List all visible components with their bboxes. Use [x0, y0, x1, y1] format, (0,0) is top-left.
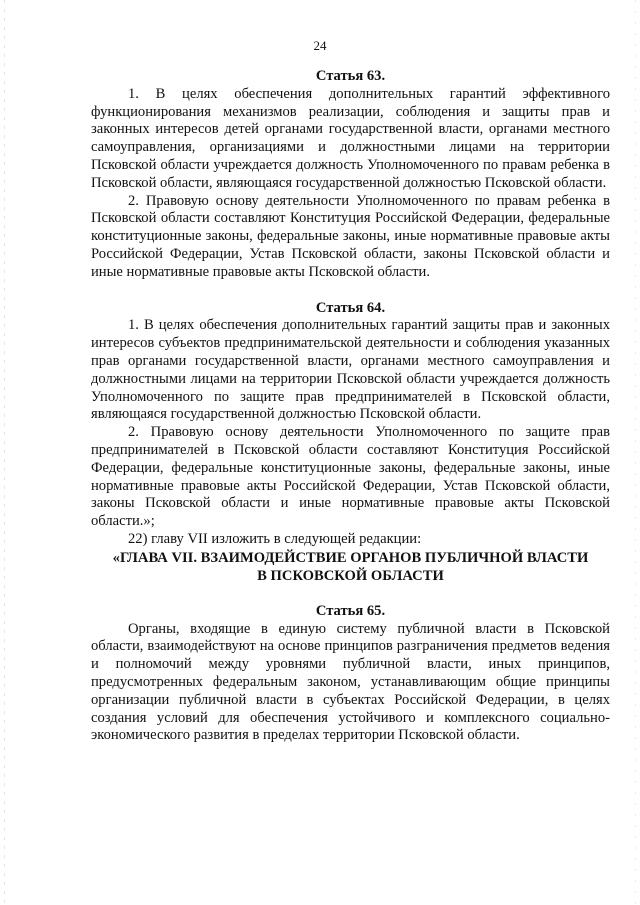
amendment-22: 22) главу VII изложить в следующей редакции: — [128, 530, 422, 547]
article-63-paragraph-2: 2. Правовую основу деятельности Уполномоченного по правам ребенка в Псковской области составляют Конституция Российской Федерации, федеральные конституционные законы, федеральные законы, иные нормативные правовые акты Российской Федерации, Устав Псковской области, законы Псковской области и иные нормативные правовые акты Псковской области. — [91, 192, 610, 280]
section-spacer — [91, 282, 610, 300]
chapter-title-line-2: В ПСКОВСКОЙ ОБЛАСТИ — [257, 567, 444, 584]
article-64-paragraph-1: 1. В целях обеспечения дополнительных гарантий защиты прав и законных интересов субъектов предпринимательской деятельности и соблюдения указанных прав органами государственной власти, органами местного самоуправления и должностными лицами на территории Псковской области учреждается должность Уполномоченного по защите прав предпринимателей в Псковской области, являющаяся государственной должностью Псковской области. — [91, 317, 610, 423]
article-65 — [91, 603, 610, 745]
document-body — [91, 68, 610, 745]
article-64-title: Статья 64. — [315, 299, 386, 316]
article-63-paragraph-1: 1. В целях обеспечения дополнительных гарантий эффективного функционирования механизмов реализации, соблюдения и защиты прав и законных интересов детей органами государственной власти, органами местного самоуправления, организациями и должностными лицами на территории Псковской области учреждается должность Уполномоченного по правам ребенка в Псковской области, являющаяся государственной должностью Псковской области. — [91, 85, 610, 191]
section-spacer — [91, 585, 610, 603]
article-64-paragraph-2: 2. Правовую основу деятельности Уполномоченного по защите прав предпринимателей в Псковской области составляют Конституция Российской Федерации, федеральные конституционные законы, федеральные законы, иные нормативные правовые акты Российской Федерации, Устав Псковской области, законы Псковской области и иные нормативные правовые акты Псковской области.»; — [91, 424, 610, 530]
chapter-heading — [91, 549, 610, 585]
article-65-paragraph-1: Органы, входящие в единую систему публичной власти в Псковской области, взаимодействуют на основе принципов разграничения предметов ведения и полномочий между уровнями публичной власти, иных принципов, предусмотренных федеральным законом, устанавливающим общие принципы организации публичной власти в субъектах Российской Федерации, в целях создания условий для обеспечения устойчивого и комплексного социально-экономического развития в пределах территории Псковской области. — [91, 620, 610, 744]
page-number: 24 — [313, 38, 327, 53]
article-63 — [91, 68, 610, 282]
article-64 — [91, 300, 610, 549]
chapter-title-line-1: «ГЛАВА VII. ВЗАИМОДЕЙСТВИЕ ОРГАНОВ ПУБЛИЧНОЙ ВЛАСТИ — [112, 549, 589, 566]
scan-edge-right — [635, 0, 636, 905]
scan-edge-left — [4, 0, 5, 905]
article-63-title: Статья 63. — [315, 68, 386, 84]
article-65-title: Статья 65. — [315, 602, 386, 619]
